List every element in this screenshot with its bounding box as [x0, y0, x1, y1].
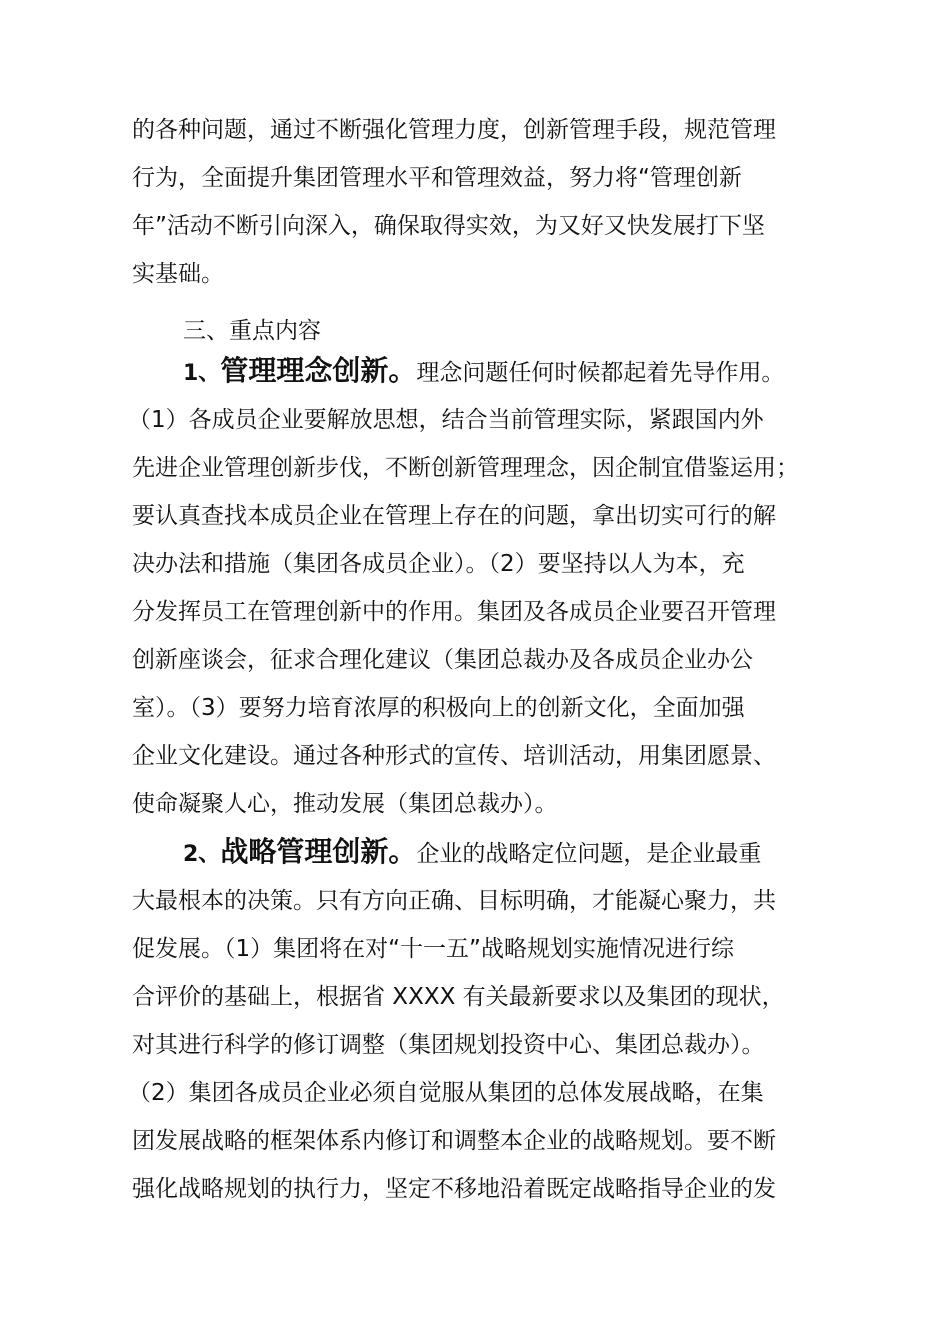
- text-line: 要认真查找本成员企业在管理上存在的问题，拿出切实可行的解: [132, 503, 776, 529]
- text-line: 先进企业管理创新步伐，不断创新管理理念，因企制宜借鉴运用；: [132, 455, 799, 481]
- subsection-text: 企业的战略定位问题，是企业最重: [416, 841, 762, 867]
- text-line: 行为，全面提升集团管理水平和管理效益，努力将“管理创新: [132, 165, 742, 191]
- text-line: 对其进行科学的修订调整（集团规划投资中心、集团总裁办）。: [132, 1032, 765, 1058]
- text-line: 实基础。: [132, 261, 224, 287]
- subsection-number: 1、: [183, 361, 221, 386]
- text-line: 创新座谈会，征求合理化建议（集团总裁办及各成员企业办公: [132, 647, 753, 673]
- section-heading: 三、重点内容: [183, 318, 321, 344]
- text-line: 分发挥员工在管理创新中的作用。集团及各成员企业要召开管理: [132, 599, 776, 625]
- text-line: 团发展战略的框架体系内修订和调整本企业的战略规划。要不断: [132, 1128, 776, 1154]
- text-line: 强化战略规划的执行力，坚定不移地沿着既定战略指导企业的发: [132, 1176, 776, 1202]
- subsection-heading-2: [183, 832, 761, 872]
- text-line: 使命凝聚人心，推动发展（集团总裁办）。: [132, 791, 558, 817]
- text-line: 促发展。（1）集团将在对“十一五”战略规划实施情况进行综: [132, 936, 734, 962]
- text-line: 年”活动不断引向深入，确保取得实效，为又好又快发展打下坚: [132, 213, 765, 239]
- subsection-number: 2、: [183, 842, 221, 867]
- subsection-text: 理念问题任何时候都起着先导作用。: [416, 360, 785, 386]
- text-line: 企业文化建设。通过各种形式的宣传、培训活动，用集团愿景、: [132, 743, 776, 769]
- text-line: 决办法和措施（集团各成员企业）。（2）要坚持以人为本，充: [132, 551, 745, 577]
- text-line: （1）各成员企业要解放思想，结合当前管理实际，紧跟国内外: [128, 407, 764, 433]
- subsection-title: 管理理念创新。: [220, 354, 417, 387]
- text-line: 的各种问题，通过不断强化管理力度，创新管理手段，规范管理: [132, 117, 776, 143]
- text-line: 大最根本的决策。只有方向正确、目标明确，才能凝心聚力，共: [132, 888, 776, 914]
- subsection-title: 战略管理创新。: [220, 835, 417, 868]
- subsection-heading-1: [183, 351, 784, 391]
- text-line: （2）集团各成员企业必须自觉服从集团的总体发展战略，在集: [128, 1080, 764, 1106]
- text-line: 合评价的基础上，根据省 XXXX 有关最新要求以及集团的现状，: [132, 984, 785, 1010]
- text-line: 室）。（3）要努力培育浓厚的积极向上的创新文化，全面加强: [132, 695, 745, 721]
